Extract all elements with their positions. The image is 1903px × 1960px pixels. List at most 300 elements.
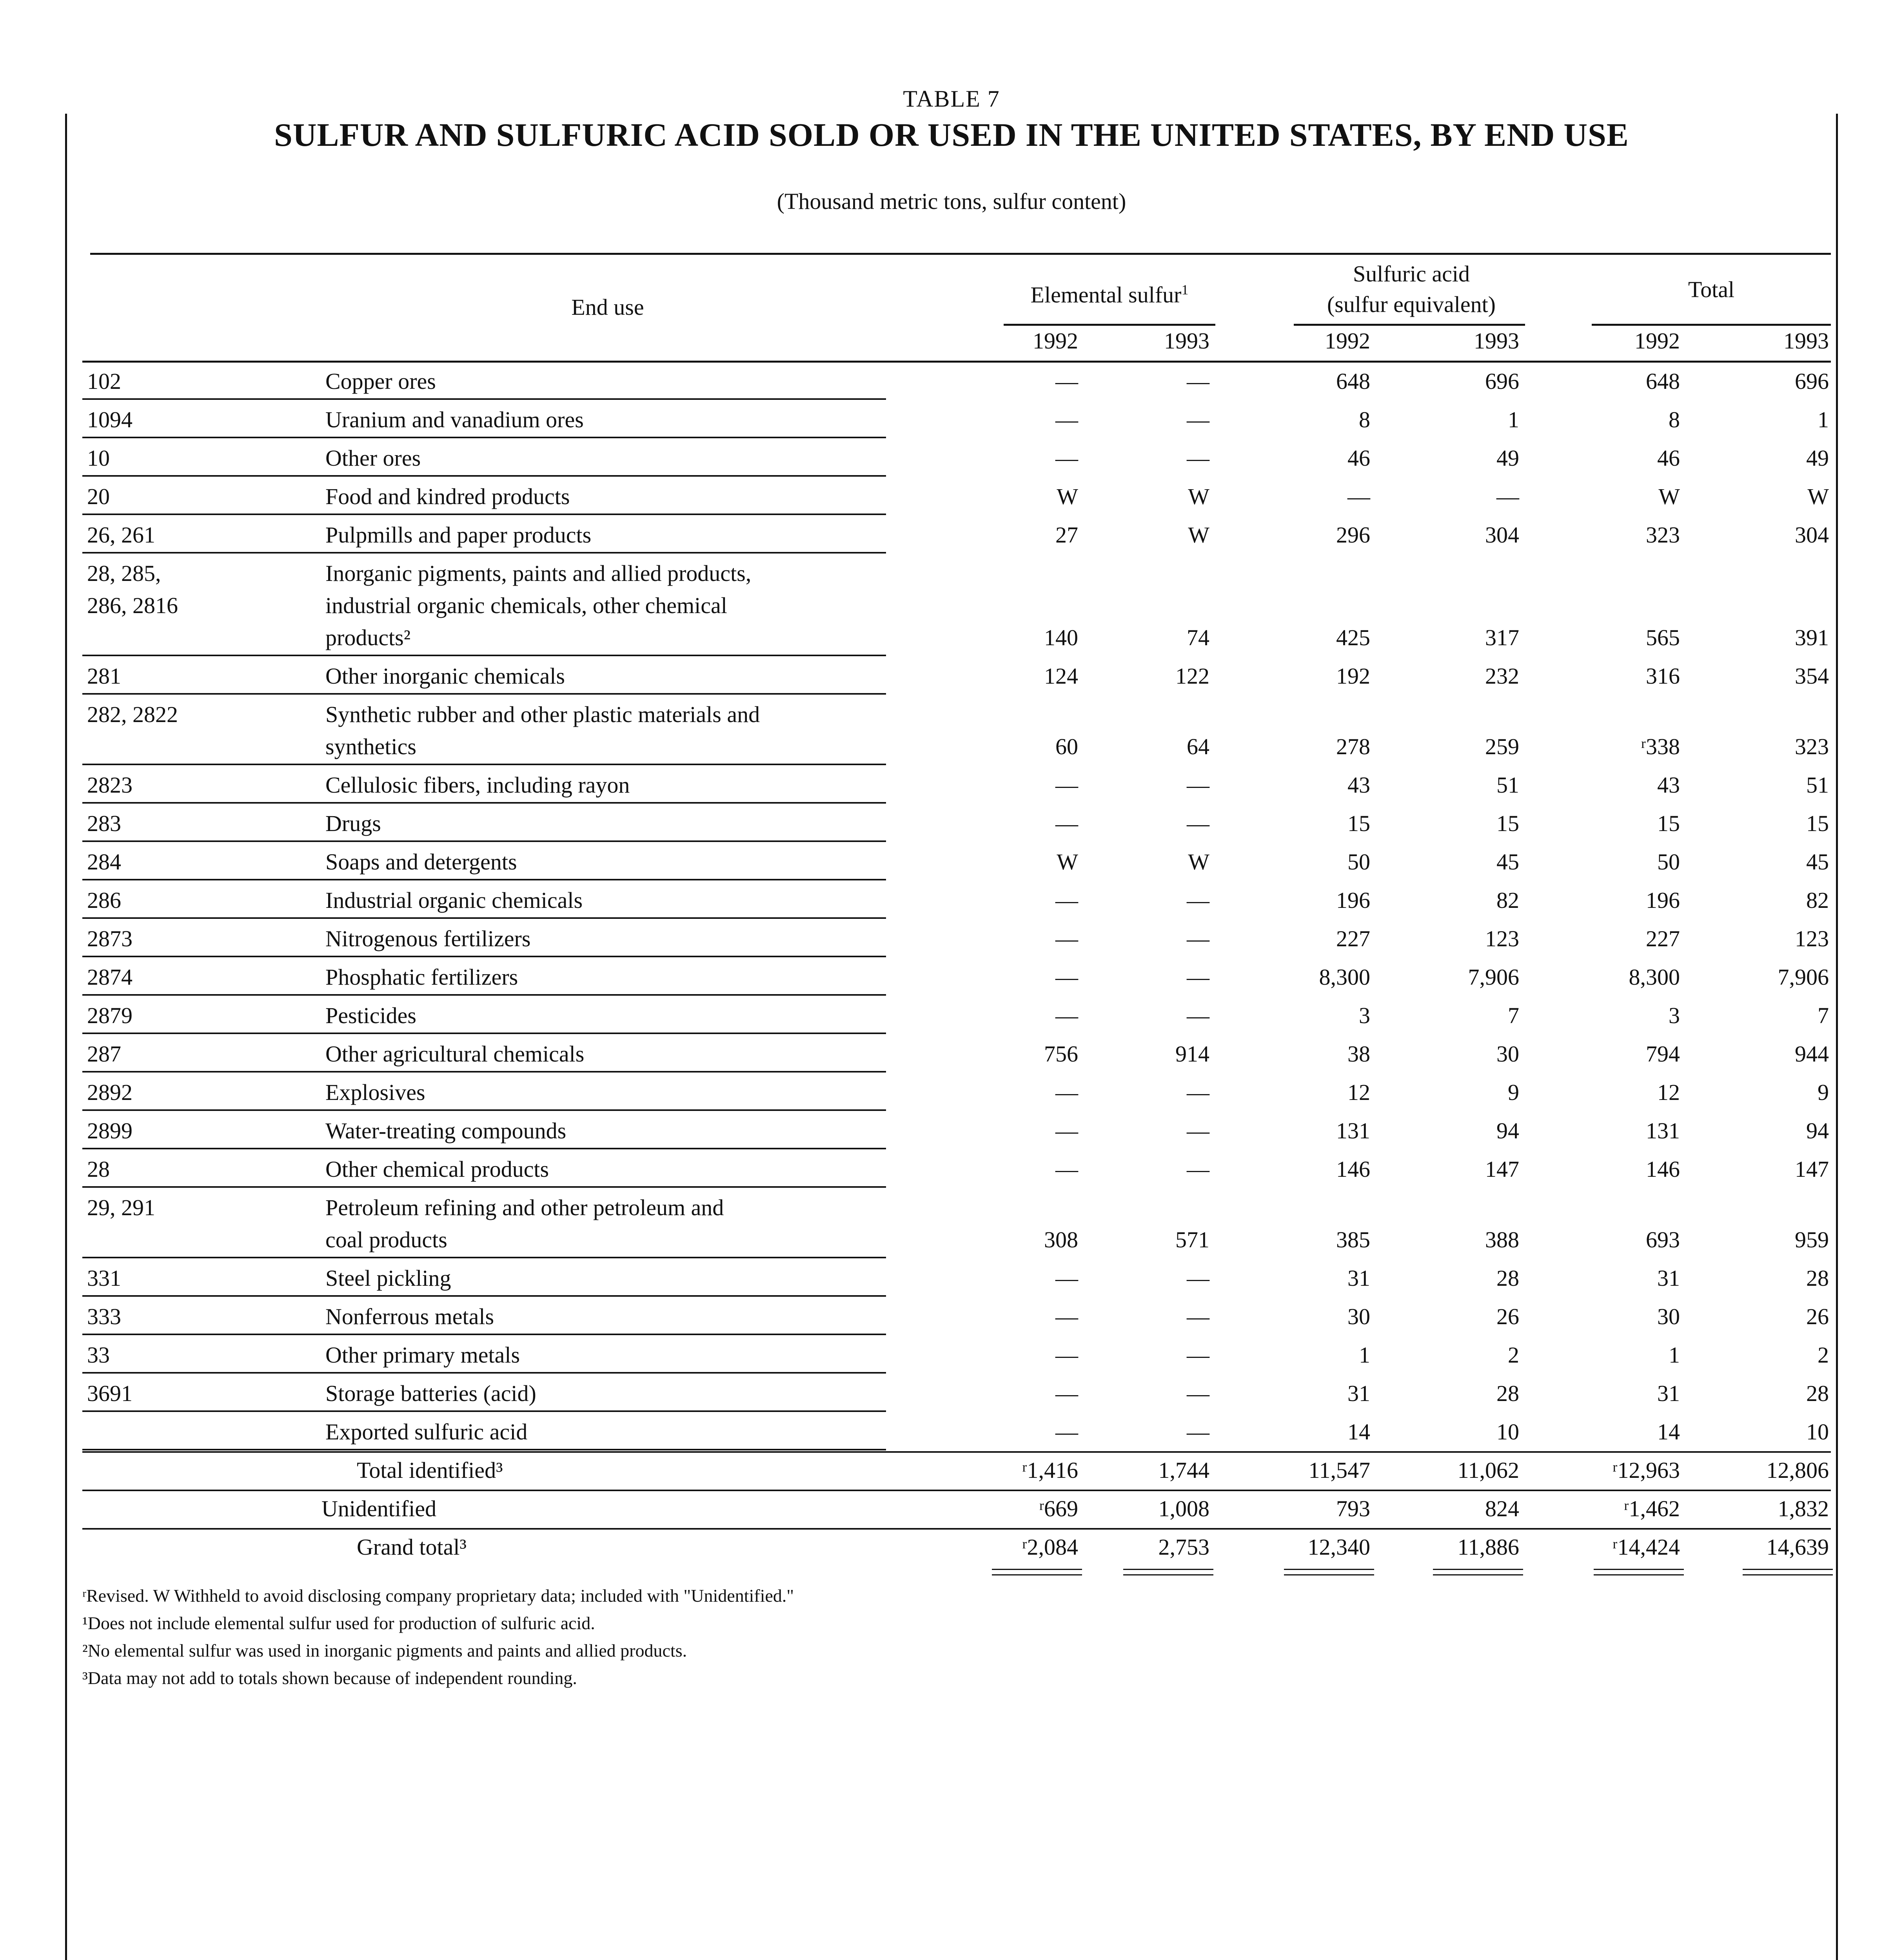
value-cell: 28	[1806, 1381, 1829, 1406]
end-use-description: Petroleum refining and other petroleum and coal products	[325, 1195, 724, 1252]
value-cell: 1	[1818, 407, 1829, 432]
value-cell: —	[1055, 887, 1078, 913]
value-cell: —	[1187, 1342, 1209, 1368]
value-cell: 7,906	[1778, 964, 1829, 990]
value-cell: 648	[1336, 368, 1370, 394]
year-header-3: 1993	[1474, 328, 1519, 354]
table-row	[82, 442, 1831, 474]
row-underline	[82, 655, 886, 656]
value-cell: 696	[1485, 368, 1519, 394]
value-cell: 12	[1347, 1080, 1370, 1105]
footnote: ³Data may not add to totals shown because of independent rounding.	[82, 1668, 577, 1688]
value-cell: 1	[1508, 407, 1519, 432]
value-cell: 8	[1669, 407, 1680, 432]
end-use-description: Nonferrous metals	[325, 1304, 494, 1329]
double-underline	[1284, 1574, 1374, 1575]
end-use-description: Uranium and vanadium ores	[325, 407, 584, 432]
year-header-0: 1992	[1033, 328, 1078, 354]
value-cell: 648	[1646, 368, 1680, 394]
summary-value: 14,639	[1766, 1534, 1829, 1560]
value-cell: 3	[1359, 1003, 1370, 1028]
table-title: SULFUR AND SULFURIC ACID SOLD OR USED IN THE UNITED STATES, BY END USE	[274, 117, 1629, 153]
sic-code: 28, 285, 286, 2816	[87, 561, 178, 618]
value-cell: 9	[1818, 1080, 1829, 1105]
header-top-rule	[90, 253, 1831, 255]
value-cell: W	[1188, 849, 1209, 875]
summary-value: ʳ1,416	[1022, 1457, 1078, 1483]
double-underline	[1594, 1569, 1684, 1570]
header-bottom-rule	[82, 361, 1831, 363]
summary-label: Unidentified	[321, 1496, 437, 1521]
value-cell: 94	[1496, 1118, 1519, 1143]
value-cell: 12	[1657, 1080, 1680, 1105]
table-row	[82, 481, 1831, 513]
sic-code: 3691	[87, 1381, 133, 1406]
footnote: ¹Does not include elemental sulfur used for production of sulfuric acid.	[82, 1613, 595, 1633]
value-cell: 354	[1795, 663, 1829, 689]
value-cell: 696	[1795, 368, 1829, 394]
sic-code: 102	[87, 368, 121, 394]
value-cell: 227	[1646, 926, 1680, 951]
total-rule	[1592, 324, 1831, 326]
value-cell: 3	[1669, 1003, 1680, 1028]
value-cell: —	[1187, 445, 1209, 471]
value-cell: —	[1187, 1080, 1209, 1105]
value-cell: 123	[1485, 926, 1519, 951]
end-use-description: Other primary metals	[325, 1342, 520, 1368]
double-underline	[1743, 1569, 1833, 1570]
table-subtitle: (Thousand metric tons, sulfur content)	[777, 189, 1126, 214]
table-row	[82, 884, 1831, 916]
summary-rule	[82, 1451, 1831, 1453]
value-cell: 323	[1646, 522, 1680, 548]
double-underline	[1284, 1569, 1374, 1570]
sic-code: 282, 2822	[87, 702, 178, 727]
value-cell: 43	[1657, 772, 1680, 798]
table-row	[82, 769, 1831, 801]
table-row	[82, 1115, 1831, 1147]
value-cell: —	[1187, 964, 1209, 990]
value-cell: 28	[1496, 1381, 1519, 1406]
end-use-description: Cellulosic fibers, including rayon	[325, 772, 630, 798]
sic-code: 28	[87, 1156, 110, 1182]
value-cell: 51	[1496, 772, 1519, 798]
value-cell: 31	[1347, 1381, 1370, 1406]
value-cell: —	[1187, 407, 1209, 432]
value-cell: 323	[1795, 734, 1829, 759]
table-row	[82, 1000, 1831, 1032]
value-cell: 45	[1496, 849, 1519, 875]
summary-value: 12,806	[1766, 1457, 1829, 1483]
row-underline	[82, 1033, 886, 1034]
sic-code: 331	[87, 1265, 121, 1291]
value-cell: 50	[1657, 849, 1680, 875]
value-cell: 82	[1806, 887, 1829, 913]
value-cell: —	[1055, 1381, 1078, 1406]
value-cell: 14	[1347, 1419, 1370, 1445]
end-use-description: Pesticides	[325, 1003, 416, 1028]
elemental-rule	[1004, 324, 1215, 326]
value-cell: 26	[1806, 1304, 1829, 1329]
end-use-description: Drugs	[325, 811, 381, 836]
sic-code: 2874	[87, 964, 133, 990]
summary-rule	[82, 1528, 1831, 1530]
value-cell: 30	[1496, 1041, 1519, 1067]
value-cell: 14	[1657, 1419, 1680, 1445]
value-cell: 317	[1485, 625, 1519, 650]
end-use-description: Steel pickling	[325, 1265, 451, 1291]
sic-code: 2892	[87, 1080, 133, 1105]
table-row	[82, 404, 1831, 436]
table-row	[82, 699, 1831, 763]
row-underline	[82, 879, 886, 880]
value-cell: 425	[1336, 625, 1370, 650]
value-cell: 693	[1646, 1227, 1680, 1252]
value-cell: 51	[1806, 772, 1829, 798]
value-cell: 140	[1044, 625, 1078, 650]
table-row	[82, 808, 1831, 840]
value-cell: —	[1187, 1118, 1209, 1143]
end-use-description: Industrial organic chemicals	[325, 887, 583, 913]
value-cell: 232	[1485, 663, 1519, 689]
value-cell: —	[1055, 1080, 1078, 1105]
value-cell: —	[1187, 926, 1209, 951]
row-underline	[82, 1334, 886, 1335]
value-cell: W	[1057, 484, 1078, 509]
row-underline	[82, 398, 886, 400]
end-use-description: Inorganic pigments, paints and allied products, industrial organic chemicals, other chemical products²	[325, 561, 752, 650]
value-cell: 43	[1347, 772, 1370, 798]
total-header: Total	[1688, 277, 1735, 302]
summary-label: Grand total³	[357, 1534, 467, 1560]
value-cell: —	[1187, 368, 1209, 394]
left-margin-rule	[65, 114, 67, 1960]
end-use-description: Other inorganic chemicals	[325, 663, 565, 689]
sic-code: 286	[87, 887, 121, 913]
row-underline	[82, 1372, 886, 1374]
value-cell: 296	[1336, 522, 1370, 548]
value-cell: 316	[1646, 663, 1680, 689]
value-cell: 1	[1669, 1342, 1680, 1368]
value-cell: —	[1187, 1381, 1209, 1406]
end-use-description: Explosives	[325, 1080, 425, 1105]
value-cell: 9	[1508, 1080, 1519, 1105]
end-use-description: Copper ores	[325, 368, 436, 394]
value-cell: 571	[1175, 1227, 1209, 1252]
value-cell: 391	[1795, 625, 1829, 650]
value-cell: 49	[1496, 445, 1519, 471]
summary-value: 1,008	[1158, 1496, 1209, 1521]
value-cell: —	[1187, 1265, 1209, 1291]
value-cell: 38	[1347, 1041, 1370, 1067]
acid-rule	[1294, 324, 1525, 326]
summary-value: 11,547	[1308, 1457, 1370, 1483]
summary-value: 12,340	[1307, 1534, 1370, 1560]
value-cell: 64	[1187, 734, 1209, 759]
value-cell: —	[1055, 811, 1078, 836]
footnote: ʳRevised. W Withheld to avoid disclosing company proprietary data; included with "Unidentified."	[82, 1586, 794, 1606]
sic-code: 333	[87, 1304, 121, 1329]
value-cell: —	[1187, 1003, 1209, 1028]
summary-label: Total identified³	[357, 1457, 503, 1483]
value-cell: 74	[1187, 625, 1209, 650]
row-underline	[82, 840, 886, 842]
year-header-5: 1993	[1783, 328, 1829, 354]
value-cell: 15	[1347, 811, 1370, 836]
value-cell: 304	[1795, 522, 1829, 548]
table-row	[82, 1262, 1831, 1294]
value-cell: 30	[1347, 1304, 1370, 1329]
value-cell: —	[1187, 1304, 1209, 1329]
row-underline	[82, 994, 886, 996]
sic-code: 2823	[87, 772, 133, 798]
summary-row	[82, 1493, 1831, 1525]
sic-code: 2879	[87, 1003, 133, 1028]
table-row	[82, 1339, 1831, 1371]
value-cell: 82	[1496, 887, 1519, 913]
table-row	[82, 923, 1831, 955]
table-row	[82, 557, 1831, 654]
double-underline	[1123, 1574, 1213, 1575]
table-row	[82, 1076, 1831, 1109]
value-cell: 30	[1657, 1304, 1680, 1329]
table-row	[82, 1301, 1831, 1333]
value-cell: 131	[1646, 1118, 1680, 1143]
value-cell: 308	[1044, 1227, 1078, 1252]
end-use-header: End use	[571, 294, 644, 320]
value-cell: 122	[1175, 663, 1209, 689]
value-cell: 278	[1336, 734, 1370, 759]
value-cell: 31	[1347, 1265, 1370, 1291]
summary-value: 1,832	[1778, 1496, 1829, 1521]
row-underline	[82, 1071, 886, 1073]
value-cell: 28	[1496, 1265, 1519, 1291]
end-use-description: Storage batteries (acid)	[325, 1381, 536, 1406]
year-header-1: 1993	[1164, 328, 1209, 354]
value-cell: W	[1057, 849, 1078, 875]
value-cell: 50	[1347, 849, 1370, 875]
value-cell: 388	[1485, 1227, 1519, 1252]
value-cell: 10	[1806, 1419, 1829, 1445]
value-cell: 46	[1347, 445, 1370, 471]
value-cell: —	[1055, 1156, 1078, 1182]
value-cell: 7	[1818, 1003, 1829, 1028]
value-cell: 8,300	[1319, 964, 1370, 990]
value-cell: 15	[1657, 811, 1680, 836]
value-cell: —	[1055, 772, 1078, 798]
double-underline	[992, 1574, 1082, 1575]
value-cell: W	[1188, 484, 1209, 509]
value-cell: —	[1187, 1156, 1209, 1182]
row-underline	[82, 437, 886, 438]
value-cell: 196	[1336, 887, 1370, 913]
sic-code: 283	[87, 811, 121, 836]
value-cell: 60	[1055, 734, 1078, 759]
value-cell: —	[1187, 811, 1209, 836]
elemental-sulfur-header: Elemental sulfur$^1$	[1030, 282, 1189, 308]
year-header-4: 1992	[1634, 328, 1680, 354]
value-cell: 15	[1496, 811, 1519, 836]
value-cell: 2	[1508, 1342, 1519, 1368]
sic-code: 1094	[87, 407, 133, 432]
value-cell: 31	[1657, 1265, 1680, 1291]
row-underline	[82, 1186, 886, 1188]
value-cell: 2	[1818, 1342, 1829, 1368]
summary-value: ʳ14,424	[1612, 1534, 1680, 1560]
table-label: TABLE 7	[903, 86, 1000, 112]
double-underline	[1433, 1569, 1523, 1570]
sic-code: 2899	[87, 1118, 133, 1143]
table-row	[82, 1038, 1831, 1070]
value-cell: 26	[1496, 1304, 1519, 1329]
sic-code: 33	[87, 1342, 110, 1368]
summary-value: 11,062	[1457, 1457, 1519, 1483]
row-underline	[82, 1109, 886, 1111]
value-cell: 27	[1055, 522, 1078, 548]
footnote: ²No elemental sulfur was used in inorganic pigments and paints and allied products.	[82, 1641, 687, 1661]
sic-code: 281	[87, 663, 121, 689]
double-underline	[1123, 1569, 1213, 1570]
right-margin-rule	[1836, 114, 1838, 1960]
row-underline	[82, 1295, 886, 1297]
value-cell: —	[1055, 1118, 1078, 1143]
end-use-description: Other agricultural chemicals	[325, 1041, 585, 1067]
value-cell: 94	[1806, 1118, 1829, 1143]
value-cell: —	[1055, 964, 1078, 990]
value-cell: 1	[1359, 1342, 1370, 1368]
end-use-description: Exported sulfuric acid	[325, 1419, 528, 1445]
summary-value: 824	[1485, 1496, 1519, 1521]
double-underline	[992, 1569, 1082, 1570]
value-cell: 565	[1646, 625, 1680, 650]
sic-code: 20	[87, 484, 110, 509]
table-row	[82, 660, 1831, 692]
summary-row	[82, 1454, 1831, 1486]
end-use-description: Other ores	[325, 445, 421, 471]
table-row	[82, 1192, 1831, 1256]
value-cell: W	[1188, 522, 1209, 548]
value-cell: 31	[1657, 1381, 1680, 1406]
value-cell: —	[1055, 1003, 1078, 1028]
summary-rule	[82, 1490, 1831, 1491]
value-cell: 304	[1485, 522, 1519, 548]
row-underline	[82, 764, 886, 765]
value-cell: —	[1055, 1342, 1078, 1368]
value-cell: 756	[1044, 1041, 1078, 1067]
double-underline	[1433, 1574, 1523, 1575]
row-underline	[82, 1449, 886, 1450]
summary-value: 1,744	[1158, 1457, 1209, 1483]
row-underline	[82, 475, 886, 477]
sic-code: 10	[87, 445, 110, 471]
table-row	[82, 1377, 1831, 1410]
row-underline	[82, 514, 886, 515]
sic-code: 26, 261	[87, 522, 155, 548]
value-cell: 944	[1795, 1041, 1829, 1067]
value-cell: 123	[1795, 926, 1829, 951]
value-cell: 794	[1646, 1041, 1680, 1067]
table-row	[82, 1153, 1831, 1185]
value-cell: 8,300	[1629, 964, 1680, 990]
summary-value: 11,886	[1457, 1534, 1519, 1560]
value-cell: 914	[1175, 1041, 1209, 1067]
row-underline	[82, 956, 886, 957]
value-cell: 147	[1795, 1156, 1829, 1182]
value-cell: 385	[1336, 1227, 1370, 1252]
table-row	[82, 1416, 1831, 1448]
end-use-description: Water-treating compounds	[325, 1118, 567, 1143]
value-cell: 15	[1806, 811, 1829, 836]
value-cell: ʳ338	[1641, 734, 1680, 759]
value-cell: —	[1496, 484, 1519, 509]
value-cell: —	[1055, 1265, 1078, 1291]
value-cell: 196	[1646, 887, 1680, 913]
value-cell: —	[1187, 772, 1209, 798]
table-row	[82, 961, 1831, 993]
value-cell: —	[1187, 1419, 1209, 1445]
value-cell: 7	[1508, 1003, 1519, 1028]
row-underline	[82, 1257, 886, 1258]
value-cell: W	[1807, 484, 1829, 509]
summary-value: ʳ12,963	[1612, 1457, 1680, 1483]
summary-value: 2,753	[1158, 1534, 1209, 1560]
value-cell: —	[1055, 1419, 1078, 1445]
end-use-description: Nitrogenous fertilizers	[325, 926, 531, 951]
value-cell: 146	[1646, 1156, 1680, 1182]
value-cell: 7,906	[1468, 964, 1519, 990]
value-cell: 192	[1336, 663, 1370, 689]
value-cell: —	[1055, 368, 1078, 394]
value-cell: 147	[1485, 1156, 1519, 1182]
value-cell: W	[1658, 484, 1680, 509]
value-cell: 259	[1485, 734, 1519, 759]
year-header-2: 1992	[1325, 328, 1370, 354]
summary-row	[82, 1531, 1831, 1563]
sulfuric-acid-header: Sulfuric acid (sulfur equivalent)	[1327, 261, 1496, 317]
value-cell: —	[1187, 887, 1209, 913]
row-underline	[82, 917, 886, 919]
row-underline	[82, 693, 886, 695]
double-underline	[1594, 1574, 1684, 1575]
value-cell: —	[1347, 484, 1370, 509]
value-cell: —	[1055, 407, 1078, 432]
table-row	[82, 846, 1831, 878]
row-underline	[82, 1410, 886, 1412]
value-cell: 8	[1359, 407, 1370, 432]
value-cell: 146	[1336, 1156, 1370, 1182]
row-underline	[82, 802, 886, 804]
value-cell: —	[1055, 926, 1078, 951]
value-cell: 10	[1496, 1419, 1519, 1445]
sic-code: 29, 291	[87, 1195, 155, 1220]
value-cell: 45	[1806, 849, 1829, 875]
value-cell: 131	[1336, 1118, 1370, 1143]
double-underline	[1743, 1574, 1833, 1575]
value-cell: —	[1055, 1304, 1078, 1329]
end-use-description: Food and kindred products	[325, 484, 570, 509]
value-cell: 124	[1044, 663, 1078, 689]
value-cell: 227	[1336, 926, 1370, 951]
value-cell: 49	[1806, 445, 1829, 471]
sic-code: 2873	[87, 926, 133, 951]
value-cell: 28	[1806, 1265, 1829, 1291]
value-cell: 959	[1795, 1227, 1829, 1252]
end-use-description: Other chemical products	[325, 1156, 549, 1182]
summary-value: 793	[1336, 1496, 1370, 1521]
table-row	[82, 519, 1831, 551]
end-use-description: Phosphatic fertilizers	[325, 964, 518, 990]
sic-code: 287	[87, 1041, 121, 1067]
